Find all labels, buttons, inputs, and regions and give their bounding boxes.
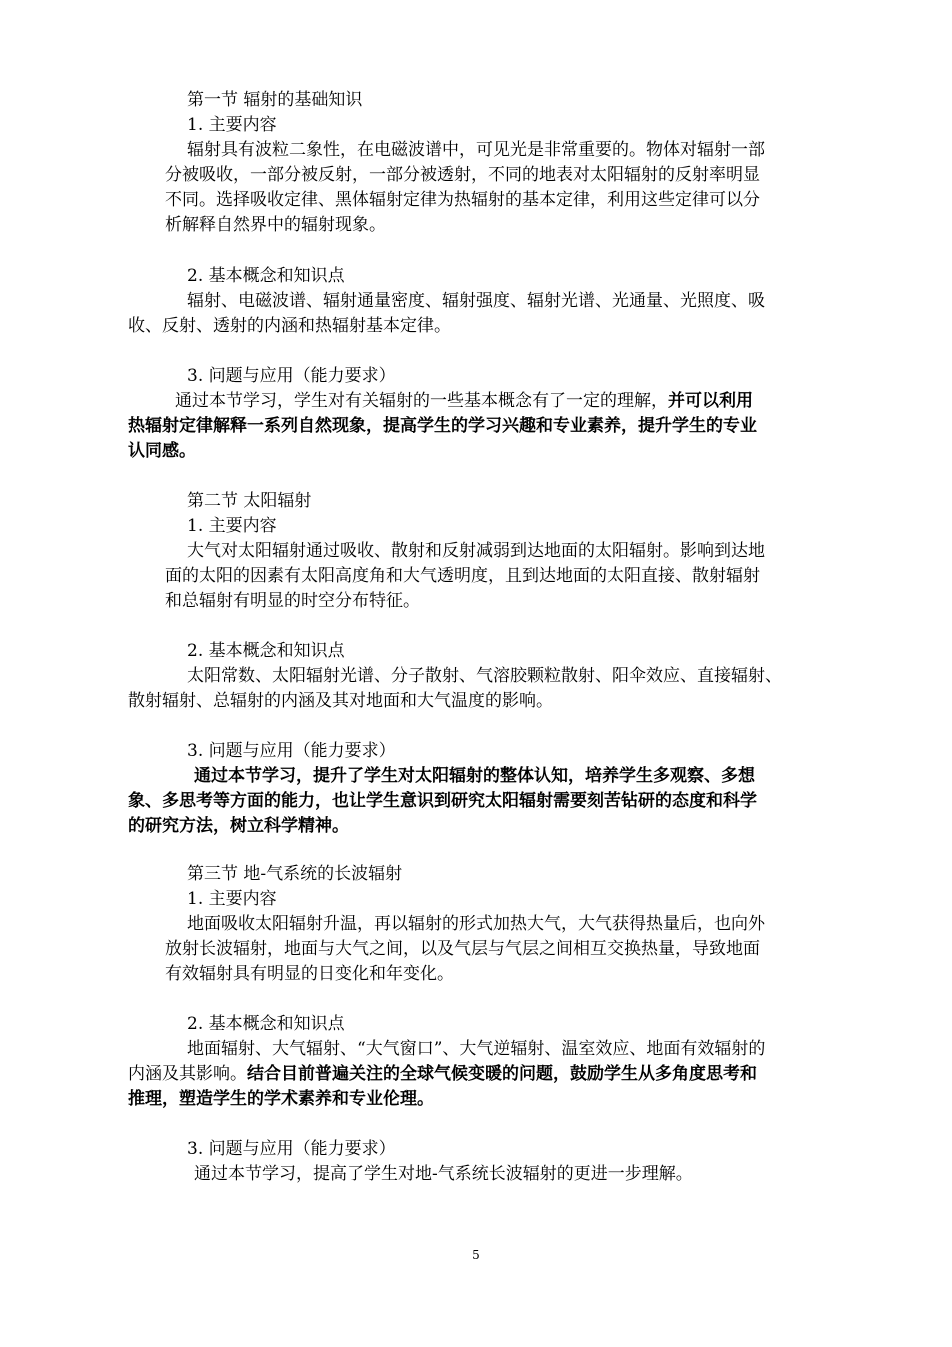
section-3-concepts-line	[128, 1062, 757, 1086]
section-3-concepts-line: 推理，塑造学生的学术素养和专业伦理。	[128, 1089, 434, 1109]
section-1-concepts-line: 收、反射、透射的内涵和热辐射基本定律。	[128, 316, 451, 336]
section-2-application-line: 象、多思考等方面的能力，也让学生意识到研究太阳辐射需要刻苦钻研的态度和科学	[128, 791, 757, 811]
section-3-concepts-line: 地面辐射、大气辐射、“大气窗口”、大气逆辐射、温室效应、地面有效辐射的	[187, 1039, 766, 1059]
section-2-title: 第二节 太阳辐射	[187, 491, 312, 511]
section-2-content-line: 面的太阳的因素有太阳高度角和大气透明度，且到达地面的太阳直接、散射辐射	[165, 566, 760, 586]
section-3-concepts-heading: 2. 基本概念和知识点	[187, 1014, 345, 1034]
section-3-content-line: 地面吸收太阳辐射升温，再以辐射的形式加热大气，大气获得热量后，也向外	[187, 914, 765, 934]
section-3-application-line: 通过本节学习，提高了学生对地-气系统长波辐射的更进一步理解。	[194, 1164, 693, 1184]
section-2-content-line: 和总辐射有明显的时空分布特征。	[165, 591, 420, 611]
section-1-application-heading: 3. 问题与应用（能力要求）	[187, 366, 396, 386]
application-emphasis: 并可以利用	[668, 391, 753, 411]
section-3-content-line: 有效辐射具有明显的日变化和年变化。	[165, 964, 454, 984]
section-1-content-line: 分被吸收，一部分被反射，一部分被透射，不同的地表对太阳辐射的反射率明显	[165, 165, 760, 185]
section-1-application-line	[175, 389, 753, 413]
section-2-concepts-heading: 2. 基本概念和知识点	[187, 641, 345, 661]
section-1-content-line: 辐射具有波粒二象性，在电磁波谱中，可见光是非常重要的。物体对辐射一部	[187, 140, 765, 160]
section-3-content-line: 放射长波辐射，地面与大气之间，以及气层与气层之间相互交换热量，导致地面	[165, 939, 760, 959]
section-1-concepts-heading: 2. 基本概念和知识点	[187, 266, 345, 286]
section-3-application-heading: 3. 问题与应用（能力要求）	[187, 1139, 396, 1159]
section-1-application-line: 热辐射定律解释一系列自然现象，提高学生的学习兴趣和专业素养，提升学生的专业	[128, 416, 757, 436]
section-2-application-heading: 3. 问题与应用（能力要求）	[187, 741, 396, 761]
section-1-content-line: 不同。选择吸收定律、黑体辐射定律为热辐射的基本定律，利用这些定律可以分	[165, 190, 760, 210]
section-2-concepts-line: 散射辐射、总辐射的内涵及其对地面和大气温度的影响。	[128, 691, 553, 711]
section-2-application-line: 的研究方法，树立科学精神。	[128, 816, 349, 836]
section-1-title: 第一节 辐射的基础知识	[187, 90, 363, 110]
page-number: 5	[472, 1248, 480, 1262]
section-2-application-line: 通过本节学习，提升了学生对太阳辐射的整体认知，培养学生多观察、多想	[194, 766, 755, 786]
section-3-content-heading: 1. 主要内容	[187, 889, 277, 909]
section-3-title: 第三节 地-气系统的长波辐射	[187, 864, 403, 884]
section-2-content-line: 大气对太阳辐射通过吸收、散射和反射减弱到达地面的太阳辐射。影响到达地	[187, 541, 765, 561]
section-1-concepts-line: 辐射、电磁波谱、辐射通量密度、辐射强度、辐射光谱、光通量、光照度、吸	[187, 291, 765, 311]
concepts-text: 内涵及其影响。	[128, 1064, 247, 1084]
section-2-content-heading: 1. 主要内容	[187, 516, 277, 536]
concepts-emphasis: 结合目前普遍关注的全球气候变暖的问题，鼓励学生从多角度思考和	[247, 1064, 757, 1084]
section-1-application-line: 认同感。	[128, 441, 196, 461]
section-1-content-heading: 1. 主要内容	[187, 115, 277, 135]
section-2-concepts-line: 太阳常数、太阳辐射光谱、分子散射、气溶胶颗粒散射、阳伞效应、直接辐射、	[187, 666, 782, 686]
application-text: 通过本节学习，学生对有关辐射的一些基本概念有了一定的理解，	[175, 391, 668, 411]
section-1-content-line: 析解释自然界中的辐射现象。	[165, 215, 386, 235]
